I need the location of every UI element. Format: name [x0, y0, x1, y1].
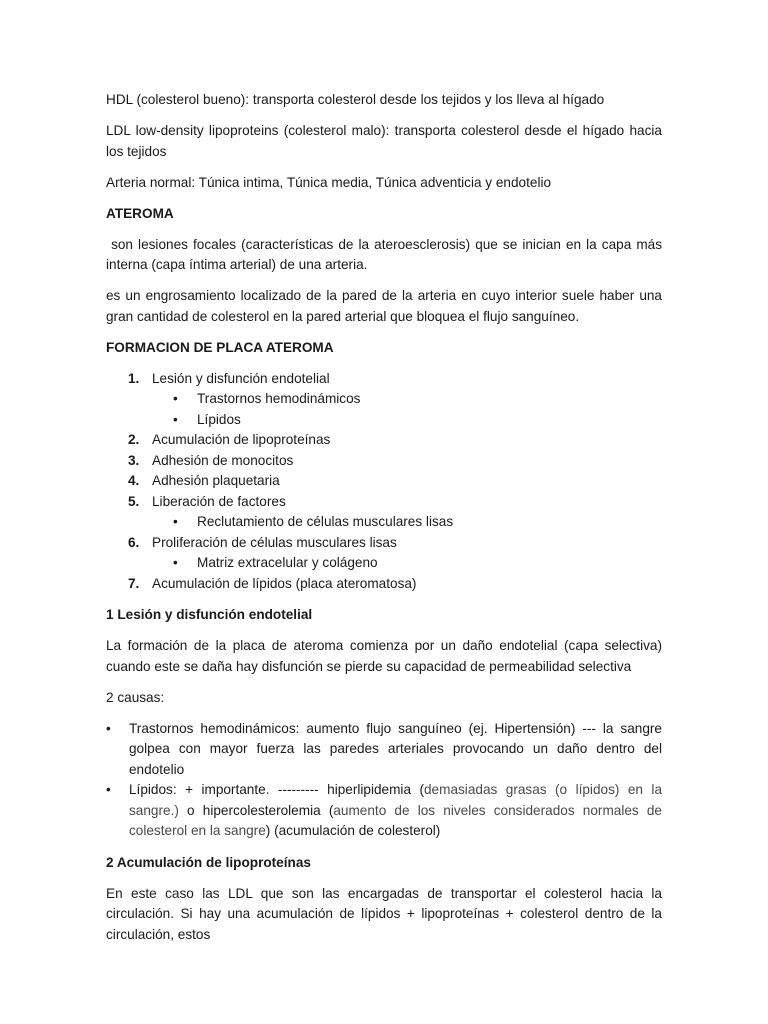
bullet-icon: • [106, 782, 111, 797]
ateroma-definition-2: es un engrosamiento localizado de la pared de la arteria en cuyo interior suele haber una gran cantidad de colesterol en la pared arterial que bloquea el flujo sanguíneo. [106, 288, 662, 324]
step-label: Proliferación de células musculares lisas [152, 534, 397, 550]
step-sublist [152, 389, 662, 430]
document-page [106, 90, 666, 956]
step-number: 6. [128, 534, 140, 550]
causes-list [106, 719, 662, 842]
step-label: Adhesión de monocitos [152, 452, 294, 468]
step-label: Adhesión plaquetaria [152, 473, 280, 488]
sub-item-label: Matriz extracelular y colágeno [197, 555, 378, 570]
ldl-paragraph: LDL low-density lipoproteins (colesterol malo): transporta colesterol desde el hígado hacia los tejidos [106, 123, 662, 159]
seccion2-paragraph: En este caso las LDL que son las encargadas de transportar el colesterol hacia la circulación. Si hay una acumulación de lípidos + lipoproteínas + colesterol dentro de la circulación, estos [106, 885, 662, 942]
bullet-icon: • [173, 391, 178, 406]
step-number: 5. [128, 493, 140, 509]
step-number: 3. [128, 452, 140, 468]
sub-item-label: Trastornos hemodinámicos [197, 391, 361, 406]
step-item [106, 492, 662, 533]
step-item [106, 430, 662, 451]
bullet-icon: • [173, 411, 178, 427]
bullet-icon: • [173, 555, 178, 570]
causes-label: 2 causas: [106, 689, 165, 705]
cause-text-part: ) (acumulación de colesterol) [265, 823, 441, 838]
formation-steps-list [106, 369, 662, 595]
step-number: 1. [128, 370, 140, 386]
step-number: 7. [128, 575, 140, 591]
sub-item [152, 389, 662, 410]
step-label: Lesión y disfunción endotelial [152, 370, 330, 386]
cause-text-part: demasiadas grasas (o lípidos) en la sangre.) [129, 782, 663, 818]
sub-item [152, 512, 662, 533]
cause-text-part: o hipercolesterolemia ( [178, 802, 334, 818]
sub-item-label: Lípidos [197, 411, 241, 427]
step-label: Liberación de factores [152, 493, 286, 509]
step-sublist [152, 512, 662, 533]
step-number: 4. [128, 473, 140, 488]
cause-text [129, 782, 662, 838]
cause-text: Trastornos hemodinámicos: aumento flujo sanguíneo (ej. Hipertensión) --- la sangre golpea con mayor fuerza las paredes arteriales provocando un daño dentro del endotelio [129, 720, 662, 777]
step-item [106, 533, 662, 574]
bullet-icon: • [173, 514, 178, 529]
seccion1-heading: 1 Lesión y disfunción endotelial [106, 607, 313, 622]
hdl-paragraph: HDL (colesterol bueno): transporta colesterol desde los tejidos y los lleva al hígado [106, 92, 605, 107]
seccion1-paragraph: La formación de la placa de ateroma comienza por un daño endotelial (capa selectiva) cuando este se daña hay disfunción se pierde su capacidad de permeabilidad selectiva [106, 638, 662, 674]
step-label: Acumulación de lípidos (placa ateromatosa) [152, 575, 417, 591]
ateroma-heading: ATEROMA [106, 205, 174, 221]
seccion2-heading: 2 Acumulación de lipoproteínas [106, 854, 311, 870]
sub-item [152, 553, 662, 574]
step-item [106, 471, 662, 492]
step-item [106, 574, 662, 595]
cause-text-part: aumento de los niveles considerados normales de colesterol en la sangre [129, 802, 662, 838]
cause-text-part: Lípidos: + importante. --------- hiperlipidemia ( [129, 782, 424, 797]
cause-item [106, 780, 662, 842]
formacion-heading: FORMACION DE PLACA ATEROMA [106, 339, 334, 355]
step-label: Acumulación de lipoproteínas [152, 432, 331, 447]
sub-item [152, 410, 662, 431]
step-sublist [152, 553, 662, 574]
step-number: 2. [128, 432, 140, 447]
bullet-icon: • [106, 720, 111, 736]
step-item [106, 369, 662, 431]
arteria-paragraph: Arteria normal: Túnica intima, Túnica media, Túnica adventicia y endotelio [106, 174, 552, 190]
cause-item [106, 719, 662, 781]
step-item [106, 451, 662, 472]
sub-item-label: Reclutamiento de células musculares lisas [197, 514, 454, 529]
ateroma-definition-1: son lesiones focales (características de la ateroesclerosis) que se inician en la capa más interna (capa íntima arterial) de una arteria. [106, 236, 666, 272]
